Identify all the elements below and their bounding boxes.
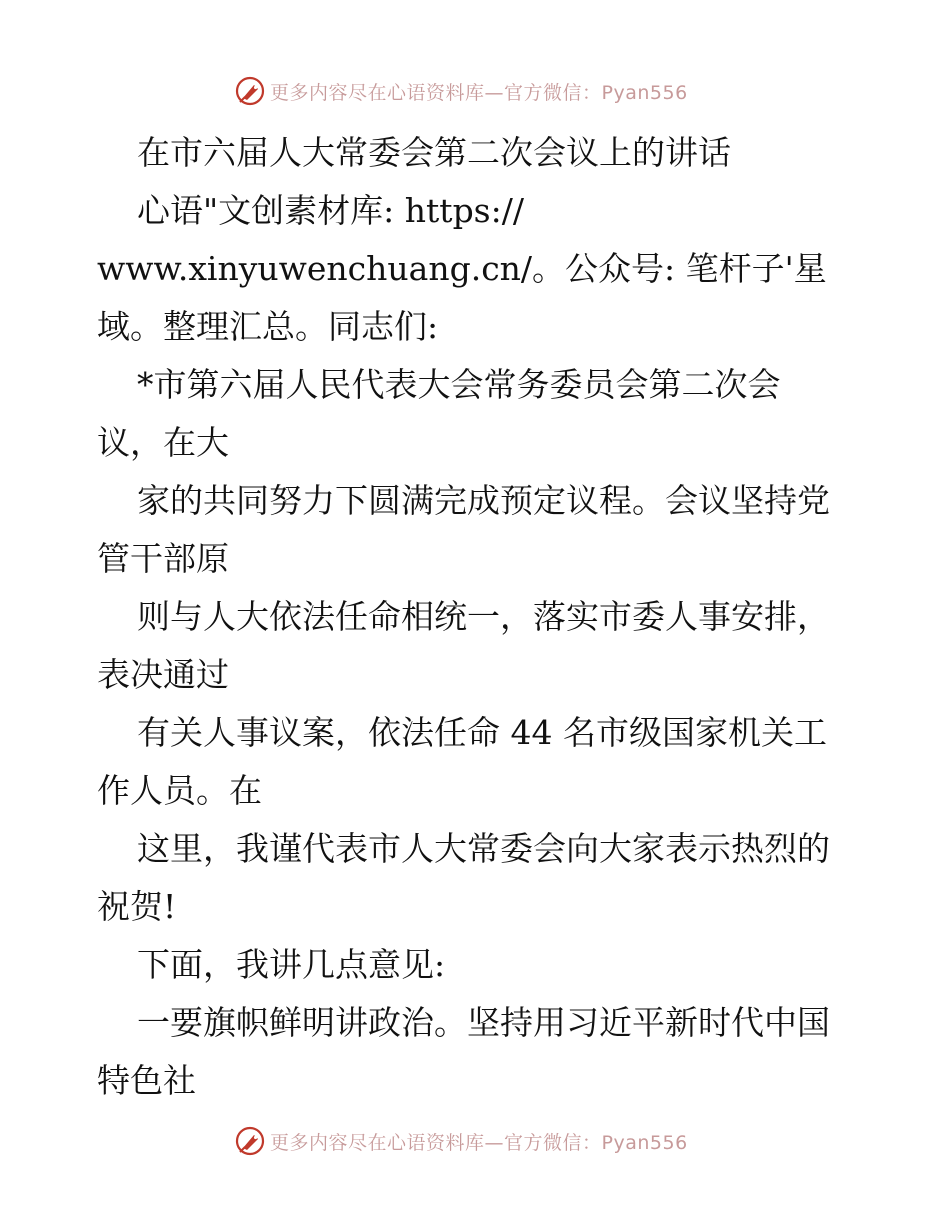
paragraph-line: 特色社 [97,1061,196,1100]
paragraph-line: 下面，我讲几点意见: [137,945,446,984]
document-body [97,124,857,1110]
speech-title: 在市六届人大常委会第二次会议上的讲话 [137,133,731,172]
pen-nib-logo-icon [234,75,266,107]
paragraph-line: 表决通过 [97,655,229,694]
paragraph-line: 家的共同努力下圆满完成预定议程。会议坚持党 [137,481,830,520]
paragraph-line: 一要旗帜鲜明讲政治。坚持用习近平新时代中国 [137,1003,830,1042]
paragraph-line: 祝贺! [97,887,177,926]
source-note-line: www.xinyuwenchuang.cn/。公众号: 笔杆子'星 [97,249,827,288]
footer-watermark-banner [0,1120,950,1160]
paragraph-line: 议，在大 [97,423,229,462]
footer-watermark-text: 更多内容尽在心语资料库—官方微信：Pyan556 [270,1131,688,1154]
paragraph-line: 作人员。在 [97,771,262,810]
paragraph-line: 管干部原 [97,539,229,578]
header-watermark-banner [0,70,950,110]
paragraph-line: 有关人事议案，依法任命 44 名市级国家机关工 [137,713,827,752]
header-watermark-text: 更多内容尽在心语资料库—官方微信：Pyan556 [270,81,688,104]
paragraph-line: 则与人大依法任命相统一，落实市委人事安排， [137,597,830,636]
pen-nib-logo-icon [234,1125,266,1157]
paragraph-line: *市第六届人民代表大会常务委员会第二次会 [137,365,781,404]
source-note-line: 心语"文创素材库: https:// [137,191,524,230]
paragraph-line: 这里，我谨代表市人大常委会向大家表示热烈的 [137,829,830,868]
greeting-line: 域。整理汇总。同志们: [97,307,439,346]
